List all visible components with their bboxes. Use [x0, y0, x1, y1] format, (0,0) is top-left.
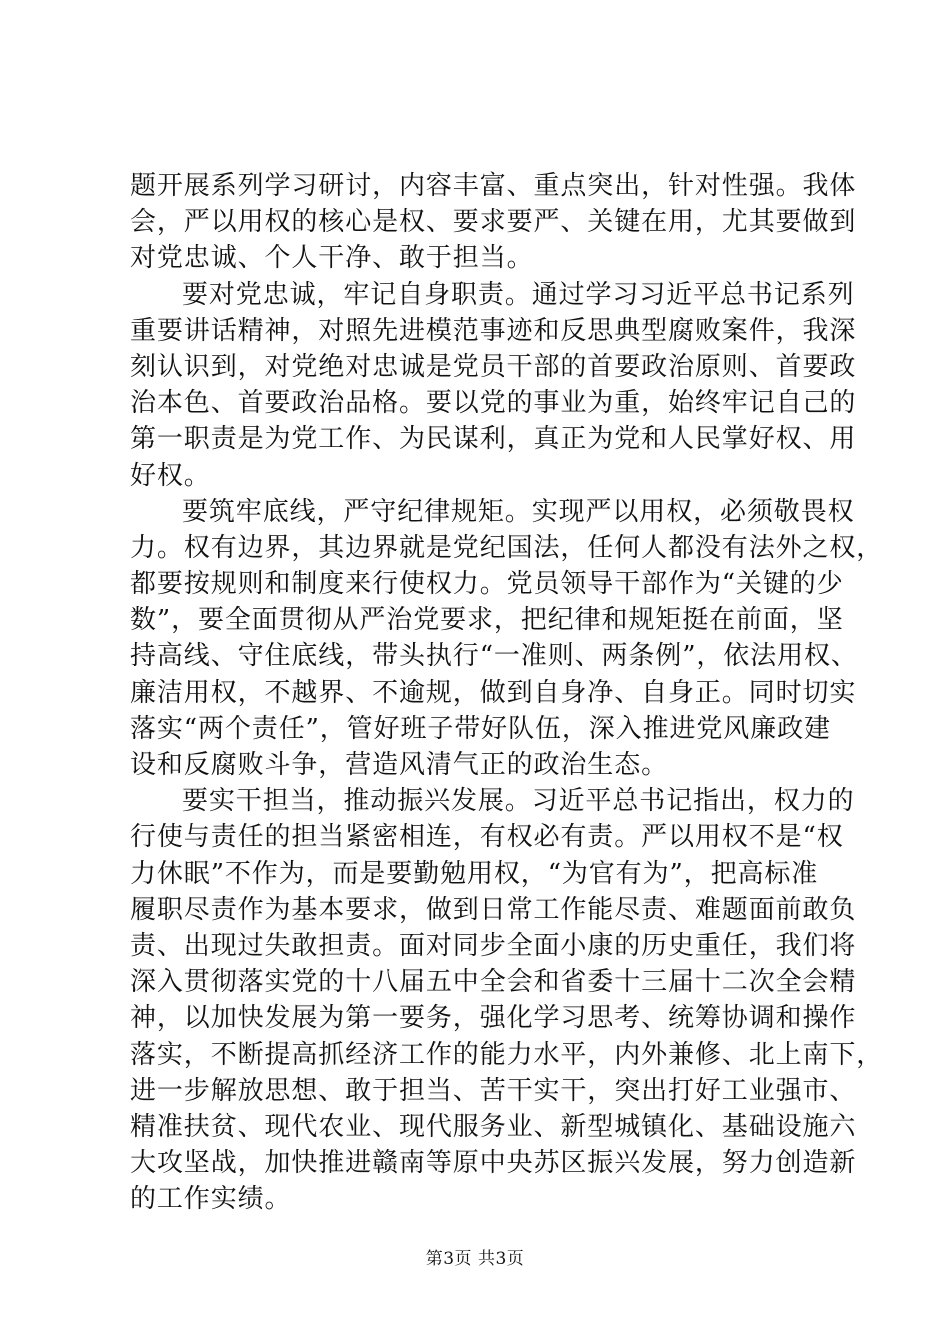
text-line: 会，严以用权的核心是权、要求要严、关键在用，尤其要做到	[130, 207, 857, 238]
paragraph	[130, 494, 884, 784]
document-body	[130, 168, 884, 1217]
text-line: 都要按规则和制度来行使权力。党员领导干部作为“关键的少	[130, 569, 844, 600]
text-line: 设和反腐败斗争，营造风清气正的政治生态。	[130, 750, 669, 780]
text-line: 的工作实绩。	[130, 1184, 292, 1215]
text-line: 大攻坚战，加快推进赣南等原中央苏区振兴发展，努力创造新	[130, 1148, 857, 1179]
text-line: 第一职责是为党工作、为民谋利，真正为党和人民掌好权、用	[130, 424, 857, 455]
paragraph	[130, 168, 857, 277]
text-line: 要对党忠诚，牢记自身职责。通过学习习近平总书记系列	[182, 279, 855, 310]
text-line: 落实，不断提高抓经济工作的能力水平，内外兼修、北上南下，	[130, 1039, 884, 1070]
text-line: 廉洁用权，不越界、不逾规，做到自身净、自身正。同时切实	[130, 677, 857, 708]
text-line: 题开展系列学习研讨，内容丰富、重点突出，针对性强。我体	[130, 171, 857, 201]
paragraph	[130, 277, 857, 494]
text-line: 进一步解放思想、敢于担当、苦干实干，突出打好工业强市、	[130, 1075, 857, 1106]
text-line: 刻认识到，对党绝对忠诚是党员干部的首要政治原则、首要政	[130, 351, 857, 382]
text-line: 持高线、守住底线，带头执行“一准则、两条例”，依法用权、	[130, 641, 858, 672]
text-line: 要实干担当，推动振兴发展。习近平总书记指出，权力的	[182, 786, 855, 817]
text-line: 履职尽责作为基本要求，做到日常工作能尽责、难题面前敢负	[130, 894, 857, 925]
text-line: 力。权有边界，其边界就是党纪国法，任何人都没有法外之权，	[130, 532, 884, 563]
text-line: 精准扶贫、现代农业、现代服务业、新型城镇化、基础设施六	[130, 1111, 857, 1142]
text-line: 要筑牢底线，严守纪律规矩。实现严以用权，必须敬畏权	[182, 496, 855, 527]
text-line: 力休眠”不作为，而是要勤勉用权，“为官有为”，把高标准	[130, 858, 819, 889]
text-line: 神，以加快发展为第一要务，强化学习思考、统筹协调和操作	[130, 1003, 857, 1034]
text-line: 行使与责任的担当紧密相连，有权必有责。严以用权不是“权	[130, 822, 844, 853]
text-line: 责、出现过失敢担责。面对同步全面小康的历史重任，我们将	[130, 930, 857, 961]
text-line: 治本色、首要政治品格。要以党的事业为重，始终牢记自己的	[130, 388, 857, 419]
page-number-footer: 第3页 共3页	[425, 1249, 525, 1269]
text-line: 重要讲话精神，对照先进模范事迹和反思典型腐败案件，我深	[130, 315, 857, 346]
text-line: 数”，要全面贯彻从严治党要求，把纪律和规矩挺在前面，坚	[130, 605, 844, 636]
paragraph	[130, 783, 884, 1217]
text-line: 落实“两个责任”，管好班子带好队伍，深入推进党风廉政建	[130, 713, 831, 744]
text-line: 对党忠诚、个人干净、敢于担当。	[130, 243, 534, 274]
text-line: 深入贯彻落实党的十八届五中全会和省委十三届十二次全会精	[130, 967, 857, 998]
text-line: 好权。	[130, 460, 211, 491]
